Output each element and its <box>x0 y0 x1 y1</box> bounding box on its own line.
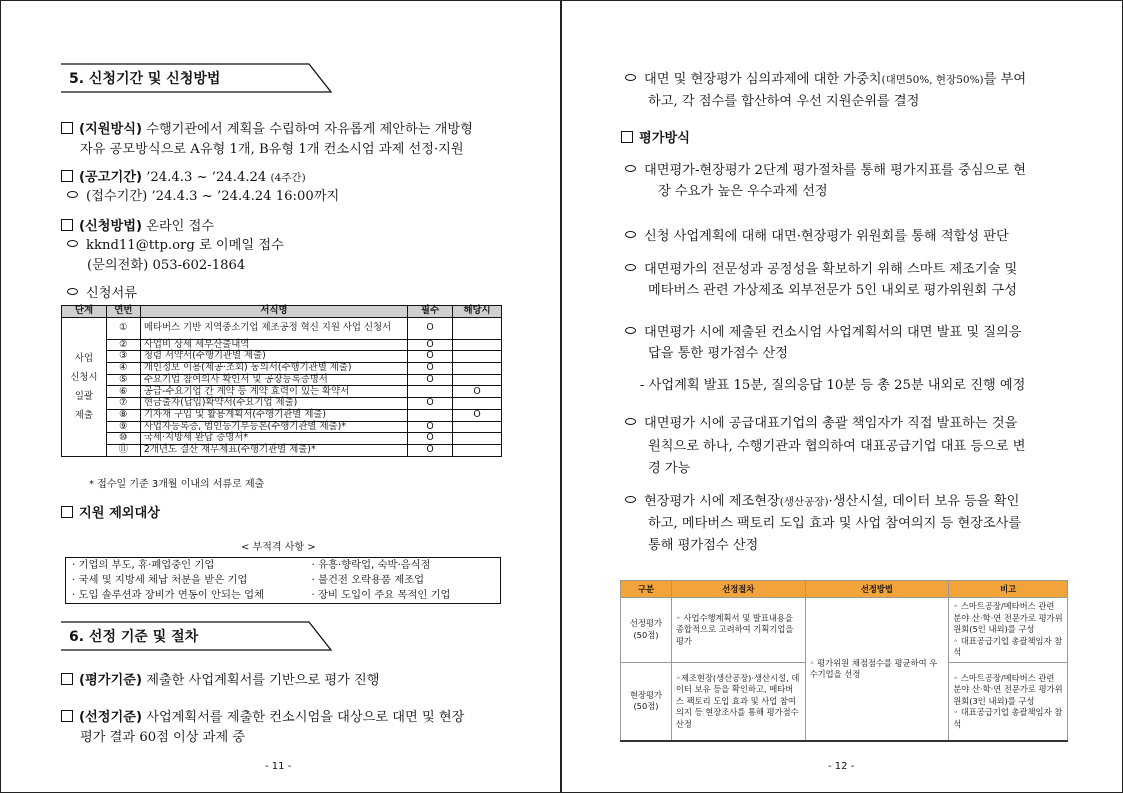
selection-basis-line1: (선정기준) 사업계획서를 제출한 컨소시엄을 대상으로 대면 및 현장 <box>61 708 464 727</box>
checkbox-square-icon <box>61 122 73 134</box>
evaluation-table <box>620 580 1068 742</box>
bullet-circle-icon <box>67 288 78 295</box>
docs-row: ② 사업비 상세 세부산출내역 O <box>62 339 502 351</box>
page-number: - 11 - <box>265 761 292 772</box>
bullet-circle-icon <box>625 165 636 172</box>
checkbox-square-icon <box>61 710 73 722</box>
support-method-line1: (지원방식) 수행기관에서 계획을 수립하여 자유롭게 제안하는 개방형 <box>61 120 473 139</box>
eval-header-row: 구분 선정절차 선정방법 비고 <box>621 581 1068 598</box>
section-6-title: 6. 선정 기준 및 절차 <box>69 629 199 645</box>
exclusion-caption: < 부적격 사항 > <box>241 542 316 553</box>
bullet-circle-icon <box>625 264 636 271</box>
eval-row-selection: 선정평가 (50점) ◦ 사업수행계획서 및 발표내용을 종합적으로 고려하여 기획기업을 평가 ◦ 평가위원 채점점수를 평균하여 우수기업을 선정 ◦ 스마트공장/메타버스 관련 분야 산·학·연 전문가로 평가위원회(5인 내외)를 구성 ◦ 대표공급기업 총괄책임자 참석 <box>621 598 1068 663</box>
application-docs-table <box>61 305 502 457</box>
docs-row: ⑩ 국세·지방세 완납 증명서* O <box>62 433 502 445</box>
bullet-circle-icon <box>67 240 78 247</box>
weight-line1: 대면 및 현장평가 심의과제에 대한 가중치(대면50%, 현장50%)를 부여 <box>625 70 1026 90</box>
section-6-header <box>61 621 331 651</box>
exclusion-title: 지원 제외대상 <box>61 504 160 523</box>
support-method-label: (지원방식) <box>79 122 143 137</box>
docs-note: * 접수일 기준 3개월 이내의 서류로 제출 <box>89 479 265 490</box>
bullet-5: 대면평가 시에 공급대표기업의 총괄 책임자가 직접 발표하는 것을 <box>625 414 1017 433</box>
bullet-circle-icon <box>625 327 636 334</box>
support-method-line2: 자유 공모방식으로 A유형 1개, B유형 1개 컨소시엄 과제 선정·지원 <box>80 142 464 157</box>
ineligible-row: · 기업의 부도, 휴·폐업중인 기업 · 유흥·향락업, 숙박·음식점 <box>72 559 431 571</box>
eval-row-onsite: 현장평가 (50점) ◦제조현장(생산공장)·생산시설, 데이터 보유 등을 확인하고, 메타버스 팩토리 도입 효과 및 사업 참여의지 등 현장조사를 통해 평가점수 산정 ◦ 스마트공장/메타버스 관련 분야 산·학·연 전문가로 평가위원회(3인 내외)를 구성 ◦ 대표공급기업 총괄책임자 참석 <box>621 662 1068 741</box>
docs-header-row: 단계 연번 서식명 필수 해당시 <box>62 306 502 318</box>
docs-row: ⑤ 수요기업 참여의사 확인서 및 공장등록증명서 O <box>62 374 502 386</box>
checkbox-square-icon <box>61 170 73 182</box>
bullet-4: 대면평가 시에 제출된 컨소시엄 사업계획서의 대면 발표 및 질의응 <box>625 323 1022 342</box>
bullet-3: 대면평가의 전문성과 공정성을 확보하기 위해 스마트 제조기술 및 <box>625 260 1017 279</box>
left-page <box>0 0 561 793</box>
docs-row: ⑧ 기자재 구입 및 활용계획서(수행기관별 제출) O <box>62 409 502 421</box>
selection-basis-line2: 평가 결과 60점 이상 과제 중 <box>80 730 246 745</box>
docs-title: 신청서류 <box>67 284 137 303</box>
section-5-header <box>61 63 331 93</box>
apply-email: kknd11@ttp.org 로 이메일 접수 <box>67 236 284 255</box>
right-page: 대면 및 현장평가 심의과제에 대한 가중치(대면50%, 현장50%)를 부여 하고, 각 점수를 합산하여 우선 지원순위를 결정 평가방식 대면평가-현장평가 2단계 평가절차를 통해 평가지표를 중심으로 현 장 수요가 높은 우수과제 선정 신청 사업계획에 대해 대면·현장평가 위원회를 통해 적합성 판단 대면평가의 전문성과 공정성을 확보하기 위해 스마트 제조기술 및 메타버스 관련 가상제조 외부전문가 5인 내외로 평가위원회 구성 대면평가 시에 제출된 컨소시엄 사업계획서의 대면 발표 및 질의응 답을 통한 평가점수 산정 - 사업계획 발표 15분, 질의응답 10분 등 총 25분 내외로 진행 예정 대면평가 시에 공급대표기업의 총괄 책임자가 직접 발표하는 것을 원칙으로 하나, 수행기관과 협의하여 대표공급기업 대표 등으로 변 경 가능 현장평가 시에 제조현장(생산공장)·생산시설, 데이터 보유 등을 확인 하고, 메타버스 팩토리 도입 효과 및 사업 참여의지 등 현장조사를 통해 평가점수 산정 - 12 - <box>561 0 1123 793</box>
apply-phone: (문의전화) 053-602-1864 <box>87 258 246 273</box>
docs-row: ⑪ 2개년도 결산 재무제표(수행기관별 제출)* O <box>62 444 502 456</box>
bullet-circle-icon <box>625 231 636 238</box>
apply-method: (신청방법) 온라인 접수 <box>61 217 214 236</box>
weight-line2: 하고, 각 점수를 합산하여 우선 지원순위를 결정 <box>648 94 920 109</box>
ineligible-box <box>65 557 501 604</box>
method-title: 평가방식 <box>621 129 690 148</box>
docs-row: ⑨ 사업자등록증, 법인등기부등본(수행기관별 제출)* O <box>62 421 502 433</box>
page-number: - 12 - <box>828 761 855 772</box>
ineligible-row: · 국세 및 지방세 체납 처분을 받은 기업 · 불건전 오락용품 제조업 <box>72 574 425 586</box>
docs-row: 사업 신청시 일괄 제출 ① 메타버스 기반 지역중소기업 제조공정 혁신 지원 사업 신청서 O <box>62 317 502 339</box>
docs-row: ⑥ 공급-수요기업 간 계약 등 계약 효력이 있는 확약서 O <box>62 386 502 398</box>
docs-stage-cell: 사업 신청시 일괄 제출 <box>62 317 107 456</box>
ineligible-row: · 도입 솔루션과 장비가 연동이 안되는 업체 · 장비 도입이 주요 목적인 기업 <box>72 589 451 601</box>
bullet-6: 현장평가 시에 제조현장(생산공장)·생산시설, 데이터 보유 등을 확인 <box>625 492 1019 512</box>
section-5-title: 5. 신청기간 및 신청방법 <box>69 71 221 87</box>
bullet-circle-icon <box>67 191 78 198</box>
eval-basis: (평가기준) 제출한 사업계획서를 기반으로 평가 진행 <box>61 671 380 690</box>
docs-row: ④ 개인정보 이용(제공·조회) 동의서(수행기관별 제출) O <box>62 363 502 375</box>
checkbox-square-icon <box>621 131 633 143</box>
receipt-period: (접수기간) ’24.4.3 ~ ’24.4.24 16:00까지 <box>67 187 339 206</box>
bullet-circle-icon <box>625 496 636 503</box>
bullet-1: 대면평가-현장평가 2단계 평가절차를 통해 평가지표를 중심으로 현 <box>625 161 1026 180</box>
bullet-circle-icon <box>625 418 636 425</box>
docs-row: ⑦ 현금출자(납입)확약서(수요기업 제출) O <box>62 398 502 410</box>
dash-item: - 사업계획 발표 15분, 질의응답 10분 등 총 25분 내외로 진행 예정 <box>640 378 1026 393</box>
checkbox-square-icon <box>61 506 73 518</box>
bullet-2: 신청 사업계획에 대해 대면·현장평가 위원회를 통해 적합성 판단 <box>625 227 1009 246</box>
announce-period: (공고기간) ’24.4.3 ~ ’24.4.24 (4주간) <box>61 168 306 188</box>
docs-row: ③ 청렴 서약서(수행기관별 제출) O <box>62 351 502 363</box>
bullet-circle-icon <box>625 74 636 81</box>
checkbox-square-icon <box>61 219 73 231</box>
checkbox-square-icon <box>61 673 73 685</box>
